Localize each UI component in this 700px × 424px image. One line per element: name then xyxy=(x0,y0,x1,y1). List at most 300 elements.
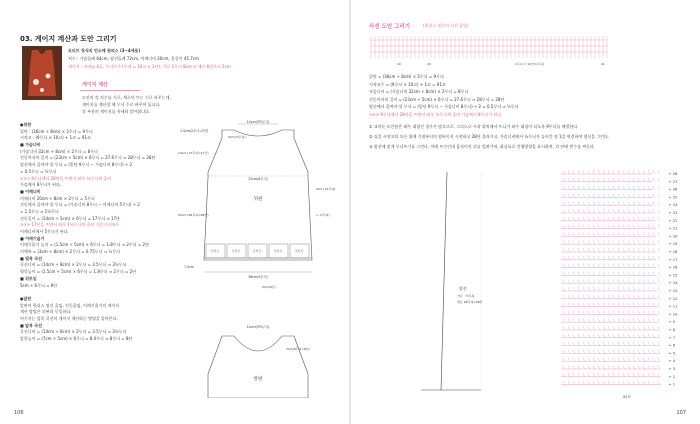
stitch-mark xyxy=(583,193,585,197)
row-number-label: ← 25 xyxy=(669,195,678,200)
stitch-mark xyxy=(648,357,650,361)
stitch-mark xyxy=(618,303,620,307)
stitch-mark xyxy=(643,264,645,268)
stitch-mark xyxy=(643,310,645,314)
stitch-mark xyxy=(608,287,610,291)
stitch-mark xyxy=(583,279,585,283)
product-photo xyxy=(22,46,62,100)
stitch-mark xyxy=(658,373,660,377)
shoulder-drop-label: 1.5cm(2무늬=2단) xyxy=(180,129,209,133)
stitch-mark xyxy=(608,217,610,221)
stitch-mark xyxy=(593,381,595,385)
stitch-mark xyxy=(578,271,580,275)
stitch-mark xyxy=(643,373,645,377)
stitch-mark xyxy=(653,271,655,275)
stitch-mark xyxy=(658,318,660,322)
stitch-mark xyxy=(573,303,575,307)
stitch-mark xyxy=(638,295,640,299)
calc-line: 어깨기울기 높이 = (1.5cm ÷ 5cm) × 6무늬 = 1.8무늬 ⇒ 2무늬 = 2단 xyxy=(20,242,149,248)
stitch-mark xyxy=(578,318,580,322)
stitch-mark xyxy=(618,381,620,385)
stitch-mark xyxy=(568,170,570,174)
chart-bottom-label: 91코 xyxy=(623,395,631,399)
hem-label: 36cm(9무늬) xyxy=(248,275,268,279)
calc-line: 어깨폭 = (3cm ÷ 8cm) × 2무늬 = 0.75무늬 ⇒ ½무늬 xyxy=(20,249,120,255)
stitch-mark xyxy=(613,232,615,236)
stitch-mark xyxy=(568,271,570,275)
right-calc-lines xyxy=(369,74,689,119)
stitch-mark xyxy=(573,287,575,291)
stitch-mark xyxy=(638,264,640,268)
stitch-mark xyxy=(583,365,585,369)
stitch-mark xyxy=(588,209,590,213)
stitch-mark xyxy=(628,186,630,190)
chest-label: 32cm(8무늬) xyxy=(248,177,268,181)
step-line: ② 실을 시작코의 오른 위에 기점부터의 옆바둑지 시작하고 28단 올라가고, 가슴너비에서 ½무늬가 들어간 점 1을 연결하여 옆선을 그린다. xyxy=(369,134,610,139)
stitch-mark xyxy=(608,178,610,182)
ruler-tick-91: 91 xyxy=(601,62,605,66)
stitch-mark xyxy=(653,349,655,353)
stitch-mark xyxy=(638,318,640,322)
stitch-mark xyxy=(638,365,640,369)
stitch-mark xyxy=(628,365,630,369)
stitch-mark xyxy=(653,240,655,244)
stitch-mark xyxy=(648,365,650,369)
stitch-mark xyxy=(628,232,630,236)
stitch-mark xyxy=(628,279,630,283)
stitch-mark xyxy=(583,240,585,244)
stitch-mark xyxy=(653,193,655,197)
stitch-mark xyxy=(563,381,565,385)
sleeveless-dress-image xyxy=(22,46,62,100)
stitch-mark xyxy=(628,381,630,385)
stitch-mark xyxy=(613,240,615,244)
stitch-mark xyxy=(578,326,580,330)
stitch-mark xyxy=(638,201,640,205)
calc-line: 어깨너비에서 5무늬가 된다. xyxy=(20,229,69,234)
stitch-mark xyxy=(638,271,640,275)
stitch-mark xyxy=(593,256,595,260)
stitch-mark xyxy=(603,256,605,260)
stitch-mark xyxy=(628,193,630,197)
stitch-mark xyxy=(648,232,650,236)
calc-line: ■ 뒷목 곡선 xyxy=(20,255,43,261)
stitch-mark xyxy=(633,326,635,330)
stitch-mark xyxy=(658,186,660,190)
stitch-mark xyxy=(568,186,570,190)
stitch-mark xyxy=(608,186,610,190)
stitch-mark xyxy=(608,373,610,377)
stitch-mark xyxy=(573,209,575,213)
stitch-mark xyxy=(613,186,615,190)
stitch-mark xyxy=(593,295,595,299)
stitch-mark xyxy=(658,240,660,244)
stitch-mark xyxy=(653,186,655,190)
stitch-mark xyxy=(588,326,590,330)
stitch-mark xyxy=(613,365,615,369)
stitch-mark xyxy=(603,310,605,314)
stitch-mark xyxy=(658,349,660,353)
right-steps xyxy=(369,124,689,154)
stitch-mark xyxy=(648,225,650,229)
stitch-mark xyxy=(583,201,585,205)
stitch-mark xyxy=(603,193,605,197)
stitch-mark xyxy=(608,365,610,369)
calc-line: >>> 9무늬에서 28단을 뜨면서 좌우 ½무늬씩 줄여 xyxy=(20,175,112,181)
stitch-mark xyxy=(568,334,570,338)
calc-line: ●앞판 xyxy=(20,295,32,301)
stitch-mark xyxy=(633,201,635,205)
stitch-mark xyxy=(658,201,660,205)
stitch-mark xyxy=(613,256,615,260)
calc-line: 곡선너비 = (14cm ÷ 8cm) × 2무늬 = 3.5무늬 ⇒ 3½무늬 xyxy=(20,329,127,335)
stitch-mark xyxy=(608,279,610,283)
stitch-mark xyxy=(653,209,655,213)
stitch-mark xyxy=(608,193,610,197)
stitch-mark xyxy=(653,201,655,205)
stitch-mark xyxy=(593,349,595,353)
stitch-mark xyxy=(618,295,620,299)
hem-motif-row xyxy=(206,244,309,258)
stitch-mark xyxy=(568,381,570,385)
stitch-mark xyxy=(568,287,570,291)
stitch-mark xyxy=(618,287,620,291)
stitch-mark xyxy=(623,318,625,322)
stitch-mark xyxy=(623,326,625,330)
stitch-mark xyxy=(628,295,630,299)
stitch-mark xyxy=(613,349,615,353)
stitch-mark xyxy=(598,240,600,244)
stitch-mark xyxy=(603,349,605,353)
calc-line: 옆선에서 줄어야 할 무늬 = (밑단 9무늬 − 가슴너비 8무늬) ÷ 2 xyxy=(20,162,133,168)
stitch-mark xyxy=(638,303,640,307)
calc-line: 시작코 : (9무늬 × 10코) + 1코 = 91코 xyxy=(20,135,91,141)
back-panel-outline xyxy=(204,130,312,260)
stitch-mark xyxy=(568,217,570,221)
stitch-mark xyxy=(583,326,585,330)
stitch-mark xyxy=(563,279,565,283)
stitch-mark xyxy=(608,170,610,174)
stitch-mark xyxy=(618,201,620,205)
side-slant-diagram xyxy=(421,170,491,395)
stitch-mark xyxy=(583,310,585,314)
stitch-mark xyxy=(583,256,585,260)
stitch-mark xyxy=(633,209,635,213)
stitch-mark xyxy=(603,240,605,244)
stitch-mark xyxy=(623,232,625,236)
stitch-mark xyxy=(633,279,635,283)
stitch-mark xyxy=(578,342,580,346)
stitch-mark xyxy=(563,310,565,314)
stitch-mark xyxy=(578,264,580,268)
stitch-mark xyxy=(613,295,615,299)
stitch-mark xyxy=(623,248,625,252)
stitch-mark xyxy=(578,303,580,307)
stitch-mark xyxy=(563,318,565,322)
stitch-mark xyxy=(638,170,640,174)
stitch-mark xyxy=(578,310,580,314)
stitch-mark xyxy=(633,357,635,361)
stitch-mark xyxy=(573,264,575,268)
stitch-mark xyxy=(603,365,605,369)
stitch-mark xyxy=(588,240,590,244)
stitch-mark xyxy=(658,334,660,338)
stitch-mark xyxy=(598,287,600,291)
stitch-mark xyxy=(613,373,615,377)
stitch-mark xyxy=(593,342,595,346)
stitch-mark xyxy=(658,381,660,385)
stitch-mark xyxy=(573,349,575,353)
stitch-mark xyxy=(658,326,660,330)
stitch-mark xyxy=(578,365,580,369)
stitch-mark xyxy=(623,209,625,213)
stitch-mark xyxy=(593,186,595,190)
stitch-mark xyxy=(578,193,580,197)
stitch-mark xyxy=(633,349,635,353)
stitch-mark xyxy=(578,334,580,338)
stitch-mark xyxy=(588,178,590,182)
stitch-mark xyxy=(638,342,640,346)
hem-motif-label: 모티브 xyxy=(252,249,262,253)
stitch-mark xyxy=(623,170,625,174)
front-panel-diagram xyxy=(178,318,338,398)
stitch-mark xyxy=(563,287,565,291)
stitch-mark xyxy=(568,240,570,244)
stitch-mark xyxy=(613,326,615,330)
stitch-mark xyxy=(563,225,565,229)
stitch-mark xyxy=(653,303,655,307)
stitch-mark xyxy=(603,225,605,229)
stitch-mark xyxy=(563,373,565,377)
stitch-mark xyxy=(573,256,575,260)
stitch-mark xyxy=(628,303,630,307)
stitch-mark xyxy=(563,342,565,346)
stitch-mark xyxy=(648,240,650,244)
stitch-mark xyxy=(593,193,595,197)
stitch-mark xyxy=(563,357,565,361)
stitch-mark xyxy=(623,342,625,346)
step-line: ③ 옆선에 맞게 무늬뜨기를 그린다. 이때 뜨수인데 움직이의 뒤를 알려가며, 화살표로 진행방향을 표시하며, 각 단에 번수를 써둔다. xyxy=(369,144,596,149)
stitch-mark xyxy=(633,365,635,369)
row-number-label: ← 14 xyxy=(669,281,678,286)
stitch-mark xyxy=(613,264,615,268)
stitch-mark xyxy=(648,279,650,283)
stitch-mark xyxy=(568,303,570,307)
stitch-mark xyxy=(578,232,580,236)
row-number-label: ← 24 xyxy=(669,203,678,208)
stitch-mark xyxy=(658,279,660,283)
stitch-mark xyxy=(643,240,645,244)
stitch-mark xyxy=(588,248,590,252)
stitch-mark xyxy=(643,326,645,330)
back-panel-label: 뒤판 xyxy=(253,197,263,202)
stitch-mark xyxy=(643,342,645,346)
stitch-mark xyxy=(618,373,620,377)
stitch-mark xyxy=(618,365,620,369)
hem-block-label: 7.2cm xyxy=(184,265,194,269)
stitch-mark xyxy=(623,365,625,369)
stitch-mark xyxy=(573,381,575,385)
stitch-mark xyxy=(643,232,645,236)
stitch-mark xyxy=(623,279,625,283)
stitch-mark xyxy=(618,248,620,252)
calc-line: 앞판의 원피스 옆선 줄임, 진동줄임, 어깨기울기의 게이지 xyxy=(20,302,120,308)
page-number-left: 106 xyxy=(14,410,24,416)
calc-line: 밑단 : (36cm ÷ 8cm) × 2무늬 = 9무늬 xyxy=(20,128,93,134)
stitch-mark xyxy=(563,193,565,197)
stitch-mark xyxy=(588,295,590,299)
stitch-mark xyxy=(573,310,575,314)
stitch-mark xyxy=(578,373,580,377)
calc-line: 계산 방법은 뒤판과 동일하다. xyxy=(20,309,72,315)
stitch-mark xyxy=(613,178,615,182)
stitch-mark xyxy=(608,349,610,353)
stitch-mark xyxy=(628,225,630,229)
calc-line: 가슴에서 8무늬가 된다. xyxy=(20,182,62,188)
armhole-label: 14cm (17무늬=17단) xyxy=(178,151,209,155)
stitch-mark xyxy=(578,381,580,385)
stitch-mark xyxy=(598,248,600,252)
stitch-mark xyxy=(638,225,640,229)
stitch-mark xyxy=(588,271,590,275)
stitch-mark xyxy=(603,217,605,221)
row-number-label: ← 15 xyxy=(669,273,678,278)
stitch-mark xyxy=(633,240,635,244)
stitch-mark xyxy=(653,178,655,182)
row-number-label: ← 7 xyxy=(669,335,676,340)
calc-line: ■ 뒤트임 xyxy=(20,275,37,281)
stitch-mark xyxy=(578,209,580,213)
stitch-mark xyxy=(638,248,640,252)
stitch-mark xyxy=(623,303,625,307)
stitch-mark xyxy=(623,334,625,338)
stitch-mark xyxy=(643,217,645,221)
stitch-mark xyxy=(658,232,660,236)
stitch-mark xyxy=(588,342,590,346)
stitch-mark xyxy=(628,248,630,252)
calc-line: ■ 어깨기울기 xyxy=(20,235,45,241)
calc-line: ■ 앞목 곡선 xyxy=(20,322,43,328)
stitch-mark xyxy=(588,217,590,221)
stitch-mark xyxy=(623,373,625,377)
stitch-mark xyxy=(573,232,575,236)
stitch-mark xyxy=(598,178,600,182)
calc-line xyxy=(20,289,180,296)
stitch-mark xyxy=(618,186,620,190)
stitch-mark xyxy=(653,310,655,314)
right-calc-line: 시작코수 = (9무늬 × 10코) + 1코 = 91코 xyxy=(369,81,446,87)
stitch-mark xyxy=(603,318,605,322)
stitch-mark xyxy=(633,381,635,385)
stitch-mark xyxy=(613,271,615,275)
stitch-mark xyxy=(608,326,610,330)
stitch-mark xyxy=(658,342,660,346)
stitch-mark xyxy=(658,295,660,299)
stitch-mark xyxy=(648,178,650,182)
stitch-mark xyxy=(608,264,610,268)
stitch-mark xyxy=(588,349,590,353)
stitch-mark xyxy=(583,295,585,299)
stitch-mark xyxy=(583,264,585,268)
stitch-mark xyxy=(588,279,590,283)
stitch-mark xyxy=(653,264,655,268)
stitch-mark xyxy=(653,170,655,174)
stitch-mark xyxy=(593,225,595,229)
slit-label: 5cm(6단) xyxy=(262,285,276,289)
stitch-mark xyxy=(603,209,605,213)
stitch-mark xyxy=(573,365,575,369)
stitch-mark xyxy=(608,310,610,314)
hem-motif-label: 모티브 xyxy=(231,249,241,253)
stitch-mark xyxy=(573,334,575,338)
stitch-mark xyxy=(613,310,615,314)
right-section-subtitle: (원피스 옆선의 사선 줄임) xyxy=(423,23,469,28)
stitch-mark xyxy=(653,217,655,221)
step-line: ① 교차눈 도안용은 좌우 대칭인 경우가 많으므로, 그리드로 시작 위치에서 뜨니가 좌우 대칭이 되도록 9무늬를 배열한다. xyxy=(369,124,579,129)
stitch-mark xyxy=(598,365,600,369)
stitch-mark xyxy=(633,256,635,260)
stitch-mark xyxy=(593,318,595,322)
stitch-mark xyxy=(573,357,575,361)
stitch-mark xyxy=(658,365,660,369)
stitch-mark xyxy=(618,357,620,361)
stitch-mark xyxy=(613,381,615,385)
stitch-mark xyxy=(598,209,600,213)
stitch-mark xyxy=(568,248,570,252)
stitch-mark xyxy=(633,342,635,346)
stitch-mark xyxy=(563,271,565,275)
stitch-mark xyxy=(608,240,610,244)
stitch-mark xyxy=(628,240,630,244)
stitch-mark xyxy=(568,365,570,369)
stitch-mark xyxy=(623,240,625,244)
front-panel-label: 앞판 xyxy=(253,377,263,382)
stitch-mark xyxy=(598,232,600,236)
left-page xyxy=(0,0,349,424)
stitch-mark xyxy=(603,303,605,307)
stitch-mark xyxy=(573,373,575,377)
stitch-mark xyxy=(573,186,575,190)
stitch-mark xyxy=(648,381,650,385)
stitch-mark xyxy=(578,349,580,353)
stitch-mark xyxy=(603,357,605,361)
stitch-mark xyxy=(578,240,580,244)
stitch-mark xyxy=(648,373,650,377)
stitch-mark xyxy=(638,357,640,361)
stitch-mark xyxy=(643,256,645,260)
stitch-mark xyxy=(573,279,575,283)
stitch-mark xyxy=(568,349,570,353)
stitch-mark xyxy=(613,279,615,283)
stitch-mark xyxy=(573,326,575,330)
stitch-mark xyxy=(638,349,640,353)
stitch-mark xyxy=(623,225,625,229)
stitch-mark xyxy=(588,232,590,236)
stitch-mark xyxy=(573,271,575,275)
stitch-mark xyxy=(588,381,590,385)
stitch-mark xyxy=(658,303,660,307)
stitch-mark xyxy=(563,186,565,190)
stitch-mark xyxy=(618,334,620,338)
stitch-mark xyxy=(583,381,585,385)
stitch-mark xyxy=(648,318,650,322)
row-number-label: ← 10 xyxy=(669,312,678,317)
stitch-mark xyxy=(628,318,630,322)
stitch-mark xyxy=(563,248,565,252)
product-gauge: 게이지 : 코바늘 4호, 무늬뜨기 (무늬 = 10코 × 1단), 가로 2무늬 8cm × 세로 6단무늬 5cm xyxy=(68,64,231,69)
row-number-label: ← 9 xyxy=(669,320,676,325)
stitch-mark xyxy=(633,170,635,174)
